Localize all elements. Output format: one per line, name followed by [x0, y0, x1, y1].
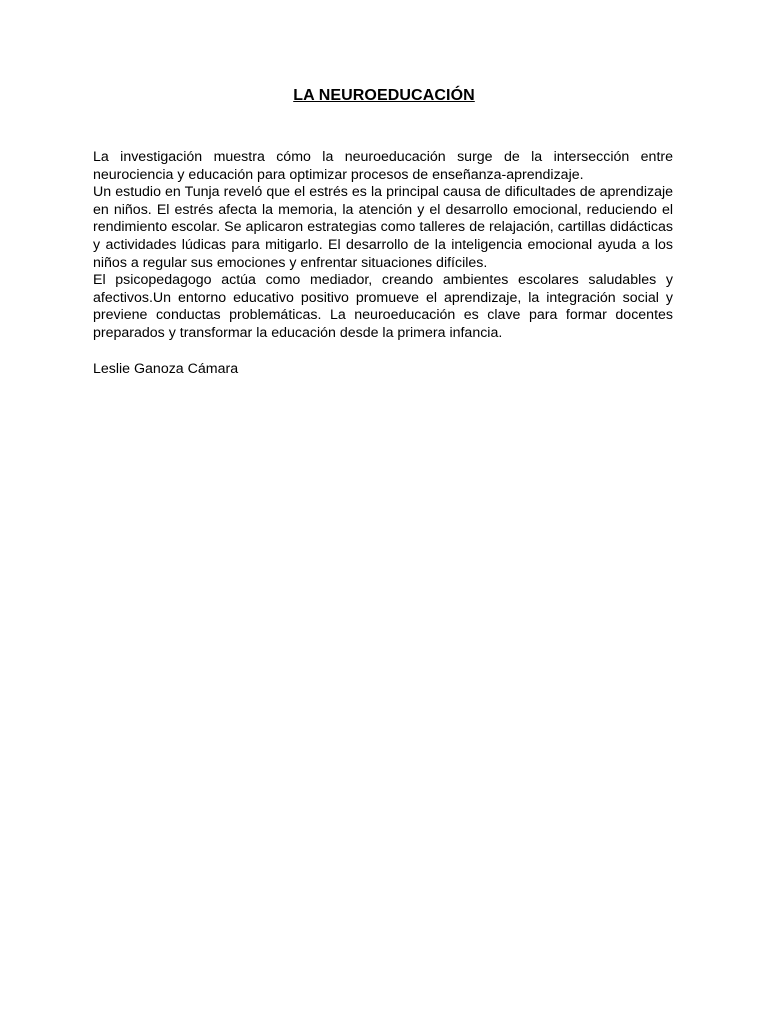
document-title: LA NEUROEDUCACIÓN [293, 87, 475, 104]
author-name: Leslie Ganoza Cámara [93, 361, 239, 377]
paragraph-intro: La investigación muestra cómo la neuroeducación surge de la intersección entre neurociencia y educación para optimizar procesos de enseñanza-aprendizaje. [93, 149, 673, 183]
document-body [93, 149, 673, 343]
paragraph-psychopedagogue: El psicopedagogo actúa como mediador, creando ambientes escolares saludables y afectivos.Un entorno educativo positivo promueve el aprendizaje, la integración social y previene conductas problemáticas. La neuroeducación es clave para formar docentes preparados y transformar la educación desde la primera infancia. [93, 272, 673, 341]
paragraph-study: Un estudio en Tunja reveló que el estrés es la principal causa de dificultades de aprendizaje en niños. El estrés afecta la memoria, la atención y el desarrollo emocional, reduciendo el rendimiento escolar. Se aplicaron estrategias como talleres de relajación, cartillas didácticas y actividades lúdicas para mitigarlo. El desarrollo de la inteligencia emocional ayuda a los niños a regular sus emociones y enfrentar situaciones difíciles. [93, 184, 673, 271]
